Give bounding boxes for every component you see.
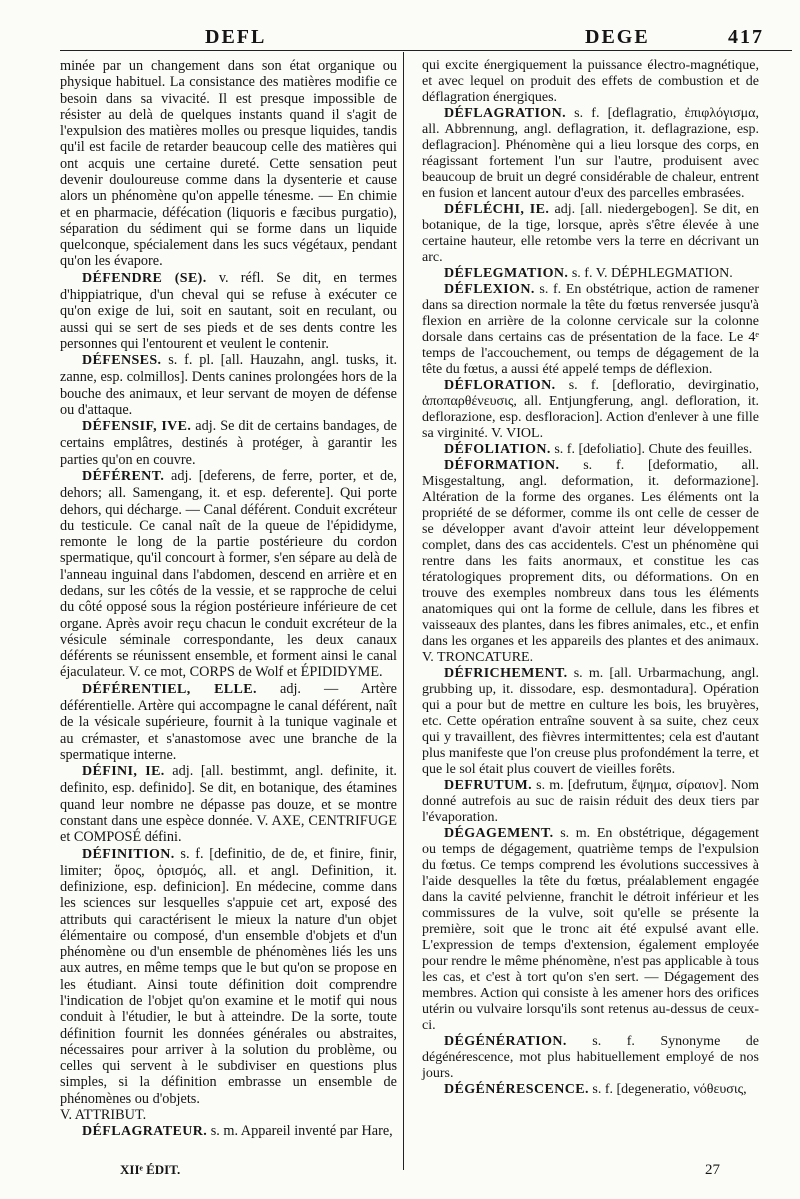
entry-grammar: v. réfl.	[206, 269, 265, 286]
dictionary-entry	[422, 106, 759, 202]
running-head-left: DEFL	[205, 26, 267, 48]
right-column	[422, 58, 759, 1098]
dictionary-entry	[60, 763, 397, 845]
dictionary-entry	[422, 458, 759, 666]
entry-grammar: adj.	[164, 763, 194, 780]
entry-text: [deformatio, all. Misgestaltung, angl. deformation, it. deformazione]. Altération de la forme des organes. Les éléments ont la propriété de se déformer, comme ils ont celle de cesser de se développer avant d'avoir atteint leur développement complet, dans des cas accidentels. C'est un phénomène qui rentre dans les faits anormaux, et constitue les cas tératologiques proprement dits, ou déformations. On en trouve des exemples nombreux dans tous les éléments anatomiques qui ont la forme de cellule, dans les fibres et vaisseaux des plantes, dans les fibres animales, etc., et enfin dans les organes et les appareils des plantes et des animaux. V. TRONCATURE.	[422, 458, 759, 665]
entry-grammar: s. f. pl.	[161, 352, 214, 369]
entry-headword: DÉFLAGRATION.	[444, 106, 567, 121]
entry-grammar: s. f.	[588, 1082, 613, 1097]
entry-headword: DÉFINITION.	[82, 846, 175, 862]
header-rule	[60, 50, 792, 51]
entry-grammar: adj.	[256, 680, 301, 697]
entry-text: minée par un changement dans son état organique ou physique habituel. La consistance des matières modifie ce besoin dans sa vivacité. Il est presque impossible de résister au delà de quelques instants quand il s'agit de l'expulsion des matières molles ou presque liquides, tandis qu'il est facile de retarder beaucoup celle des matières qui ont acquis une certaine dureté. Cette sensation peut devenir douloureuse comme dans la dysenterie et cause alors un phénomène qu'on appelle ténesme. — En chimie et en pharmacie, défécation (liquoris e fæcibus purgatio), séparation du sédiment qui se forme dans un liquide quelconque, spécialement dans les sucs végétaux, pendant qu'on les évapore.	[60, 58, 397, 270]
entry-text: qui excite énergiquement la puissance électro-magnétique, et avec lequel on produit des effets de combustion et de déflagration énergiques.	[422, 58, 759, 105]
entry-text: [degeneratio, νόθευσις,	[613, 1082, 747, 1097]
dictionary-entry	[422, 282, 759, 378]
entry-text: [defloratio, devirginatio, ἀποπαρθένευσις, all. Entjungferung, angl. defloration, it. deflorazione, esp. desfloracion]. Action d'enlever à une fille sa virginité. V. VIOL.	[422, 378, 759, 441]
page-number: 417	[728, 26, 764, 48]
dictionary-entry	[422, 826, 759, 1034]
dictionary-entry	[422, 442, 759, 458]
dictionary-entry	[60, 846, 397, 1108]
edition-mark: XIIᵉ ÉDIT.	[120, 1162, 181, 1177]
entry-grammar: s. f.	[568, 266, 593, 281]
entry-grammar: s. m.	[207, 1123, 239, 1140]
entry-headword: DÉFLORATION.	[444, 378, 556, 393]
dictionary-entry	[60, 270, 397, 352]
entry-text: En obstétrique, action de ramener dans sa direction normale la tête du fœtus renversée jusqu'à flexion en arrière de la colonne cervicale sur la colonne dorsale dans certains cas de présentation de la face. Le 4ᵉ temps de l'accouchement, ou temps de dégagement de la tête du fœtus, a aussi été appelé temps de déflexion.	[422, 282, 759, 377]
entry-text: [all. Hauzahn, angl. tusks, it. zanne, esp. colmillos]. Dents canines prolongées hors de la bouche des animaux, et leur servant de moyen de défense ou d'attaque.	[60, 352, 398, 418]
entry-headword: DÉFLÉCHI, IE.	[444, 202, 550, 217]
entry-text: V. ATTRIBUT.	[60, 1107, 147, 1123]
entry-headword: DÉGAGEMENT.	[444, 826, 554, 841]
entry-text: [all. Urbarmachung, angl. grubbing up, it. dissodare, esp. desmontadura]. Opération qui a pour but de mettre en culture les bois, les bruyères, etc. Cette opération entraîne souvent à sa suite, chez ceux qui y travaillent, des fièvres intermittentes; cela est d'autant plus manifeste que l'on creuse plus profondément la terre, et que le sol était plus couvert de vieilles forêts.	[422, 666, 759, 777]
entry-headword: DÉGÉNÉRATION.	[444, 1034, 567, 1049]
entry-text: [defoliatio]. Chute des feuilles.	[574, 442, 753, 457]
entry-headword: DÉGÉNÉRESCENCE.	[444, 1082, 589, 1097]
entry-continuation	[422, 58, 759, 106]
entry-headword: DÉFLEXION.	[444, 282, 535, 297]
entry-headword: DÉFENDRE (SE).	[82, 270, 207, 286]
entry-headword: DEFRUTUM.	[444, 778, 532, 793]
running-head-right: DEGE	[585, 26, 650, 48]
entry-grammar: s. m.	[531, 778, 564, 793]
dictionary-entry	[422, 1082, 759, 1098]
entry-headword: DÉFOLIATION.	[444, 442, 551, 457]
entry-grammar: s. f.	[566, 106, 600, 121]
dictionary-entry	[60, 681, 397, 763]
entry-text: [all. bestimmt, angl. definite, it. definito, esp. definido]. Se dit, en botanique, des étamines quand leur nombre ne dépasse pas douze, et se montre constant dans une espèce donnée. V. AXE, CENTRIFUGE et COMPOSÉ défini.	[60, 763, 397, 846]
entry-headword: DÉFORMATION.	[444, 458, 560, 473]
dictionary-entry	[60, 1123, 397, 1140]
dictionary-entry	[422, 1034, 759, 1082]
entry-text: [deferens, de ferre, porter, et de, dehors; all. Samengang, it. et esp. deferente]. Qui porte dehors, qui décharge. — Canal déférent. Conduit excréteur du testicule. Ce canal naît de la queue de l'épididyme, remonte le long de la partie postérieure du cordon spermatique, qu'il concourt à former, s'en sépare au delà de l'anneau inguinal dans l'abdomen, descend en arrière et en dedans, sur les côtés de la vessie, et se rapproche de celui du côté opposé sous la région postérieure inférieure de cet organe. Après avoir reçu chacun le conduit excréteur de la vésicule séminale correspondante, les deux canaux déférents se réunissent ensemble, et forment ainsi le canal éjaculateur. V. ce mot, CORPS de Wolf et ÉPIDIDYME.	[60, 468, 397, 681]
running-head	[0, 26, 800, 50]
entry-text: [defrutum, ἕψημα, σίραιον]. Nom donné autrefois au suc de raisin réduit des deux tiers par l'évaporation.	[422, 778, 759, 825]
entry-text: Se dit, en termes d'hippiatrique, d'un cheval qui se refuse à exécuter ce qu'on exige de lui, soit en sautant, soit en reculant, ou aussi qui se sert de ses pieds et de ses dents contre les personnes qui l'entourent et veulent le contenir.	[60, 269, 397, 352]
entry-grammar: adj.	[191, 418, 217, 435]
entry-grammar: s. f.	[566, 1034, 635, 1049]
entry-grammar: s. f.	[174, 845, 204, 862]
entry-continuation	[60, 1107, 397, 1123]
entry-text: En obstétrique, dégagement ou temps de dégagement, quatrième temps de l'expulsion du fœtus. Ce temps comprend les évolutions successives à l'aide desquelles la tête du fœtus, préalablement engagée dans la cavité pelvienne, franchit le détroit inférieur et les commissures de la vulve, soit qu'elle se présente la première, soit que le tronc ait été expulsé avant elle. L'expression de temps d'extension, également employée pour rendre le même phénomène, n'est pas applicable à tous les cas, et c'est à tort qu'on s'en sert. — Dégagement des membres. Action qui consiste à les amener hors des orifices utérin ou vulvaire lorsqu'ils sont retenus au-dessus de ceux-ci.	[422, 826, 759, 1033]
dictionary-entry	[422, 378, 759, 442]
entry-text: Synonyme de dégénérescence, mot plus habituellement employé de nos jours.	[422, 1034, 759, 1081]
entry-continuation	[60, 58, 397, 270]
column-divider	[403, 52, 404, 1170]
entry-text: Appareil inventé par Hare,	[238, 1123, 393, 1140]
dictionary-entry	[60, 352, 397, 418]
dictionary-entry	[60, 468, 397, 681]
entry-headword: DÉFINI, IE.	[82, 764, 165, 780]
entry-grammar: adj.	[164, 468, 192, 485]
entry-text: — Artère déférentielle. Artère qui accompagne le canal déférent, naît de la vésicale supérieure, fournit à la tunique vaginale et au crémaster, et s'anastomose avec une branche de la spermatique interne.	[60, 680, 397, 763]
left-column	[60, 58, 397, 1141]
entry-text: [deflagratio, ἐπιφλόγισμα, all. Abbrennung, angl. deflagration, it. deflagrazione, esp. deflagracion]. Phénomène qui a lieu lorsque des corps, en réagissant fortement l'un sur l'autre, produisent avec beaucoup de bruit un degré considérable de chaleur, entrent en fusion et lancent autour d'eux des parcelles embrasées.	[422, 106, 759, 201]
entry-grammar: s. f.	[534, 282, 562, 297]
entry-grammar: s. m.	[567, 666, 604, 681]
entry-text: [definitio, de de, et finire, finir, limiter; ὅρος, ὁρισμός, all. et angl. Definition, it. definizione, esp. definicion]. En médecine, comme dans les sciences sur lesquelles s'appuie cet art, exposé des attributs qui caractérisent le mieux la nature d'un objet élémentaire ou composé, d'un ensemble d'objets et d'un phénomène ou d'un ensemble de phénomènes liés les uns aux autres, en même temps que le but qu'on se propose en les étudiant. Ainsi toute définition doit comprendre l'indication de l'objet qu'on examine et le motif qui nous conduit à l'étudier, le but à atteindre. De la sorte, toute définition fournit les données générales ou abstraites, nécessaires pour arriver à la solution du problème, ou celles qui servent à le subdiviser en questions plus simples, si la définition embrasse un ensemble de phénomènes ou d'objets.	[60, 845, 397, 1107]
entry-grammar: adj.	[549, 202, 576, 217]
entry-grammar: s. f.	[559, 458, 625, 473]
entry-headword: DÉFÉRENTIEL, ELLE.	[82, 681, 257, 697]
entry-headword: DÉFRICHEMENT.	[444, 666, 568, 681]
entry-text: [all. niedergebogen]. Se dit, en botanique, de la tige, lorsque, après s'être élevée à une certaine hauteur, elle retombe vers la terre en décrivant un arc.	[422, 202, 759, 265]
signature-mark: 27	[705, 1162, 720, 1178]
entry-grammar: s. m.	[553, 826, 591, 841]
entry-grammar: s. f.	[550, 442, 575, 457]
entry-headword: DÉFENSIF, IVE.	[82, 419, 192, 435]
entry-headword: DÉFLAGRATEUR.	[82, 1124, 208, 1140]
dictionary-entry	[422, 778, 759, 826]
dictionary-entry	[422, 202, 759, 266]
dictionary-entry	[422, 266, 759, 282]
entry-headword: DÉFÉRENT.	[82, 469, 165, 485]
dictionary-entry	[422, 666, 759, 778]
entry-grammar: s. f.	[555, 378, 600, 393]
entry-text: V. DÉPHLEGMATION.	[592, 266, 733, 281]
entry-headword: DÉFENSES.	[82, 353, 162, 369]
entry-headword: DÉFLEGMATION.	[444, 266, 569, 281]
entry-text: Se dit de certains bandages, de certains emplâtres, destinés à protéger, à garantir les parties qu'on en couvre.	[60, 418, 397, 468]
dictionary-entry	[60, 418, 397, 468]
